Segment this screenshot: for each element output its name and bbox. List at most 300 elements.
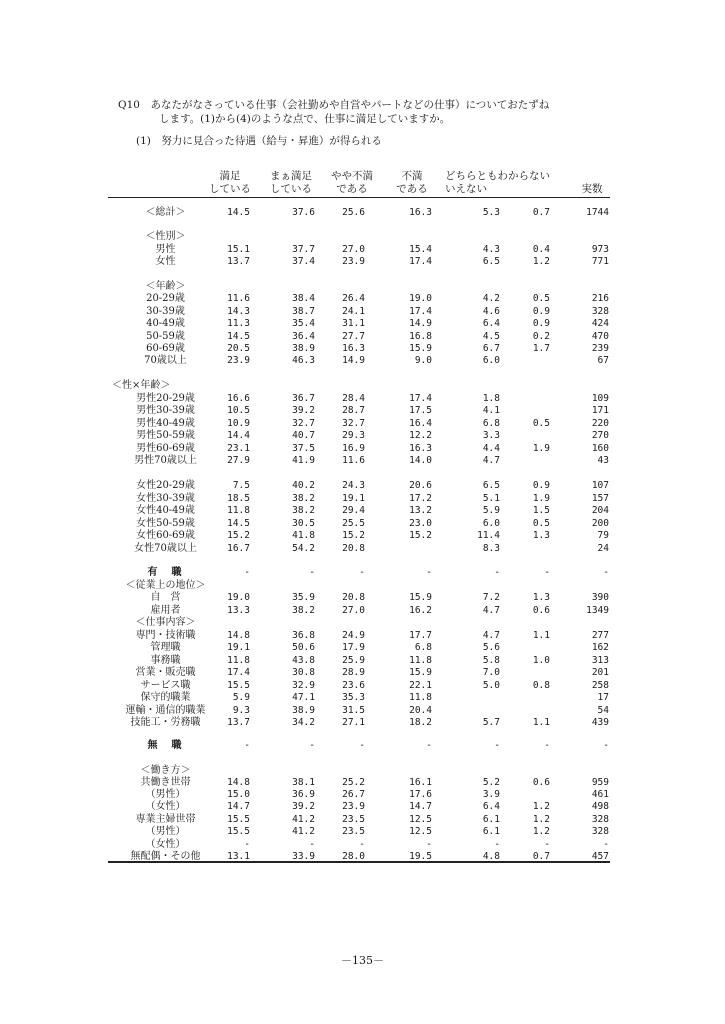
row-cell: 16.2 bbox=[409, 605, 432, 616]
table-row bbox=[0, 518, 725, 530]
header-col-somewhat-dissatisfied-line2: である bbox=[336, 183, 368, 195]
row-label: 女性20-29歳 bbox=[136, 480, 195, 491]
row-label: 女性60-69歳 bbox=[136, 530, 195, 541]
row-cell: 17.4 bbox=[409, 393, 432, 404]
row-cell: - bbox=[544, 567, 550, 578]
row-cell: 16.6 bbox=[227, 393, 250, 404]
sub-question: (1) 努力に見合った待遇（給与・昇進）が得られる bbox=[136, 135, 382, 147]
row-cell: - bbox=[244, 740, 250, 751]
row-cell: 5.1 bbox=[482, 493, 500, 504]
row-cell: - bbox=[244, 839, 250, 850]
row-cell: 35.4 bbox=[292, 318, 315, 329]
table-row bbox=[0, 765, 725, 777]
table-row bbox=[0, 826, 725, 838]
row-cell: 6.1 bbox=[482, 826, 500, 837]
row-cell: 14.8 bbox=[227, 777, 250, 788]
row-cell: 37.7 bbox=[292, 244, 315, 255]
row-cell: 15.5 bbox=[227, 680, 250, 691]
row-cell: 32.7 bbox=[292, 418, 315, 429]
table-row bbox=[0, 777, 725, 789]
row-cell: 11.8 bbox=[227, 505, 250, 516]
row-label: 40-49歳 bbox=[146, 318, 185, 329]
row-cell: 1.2 bbox=[532, 814, 550, 825]
row-cell: 162 bbox=[591, 642, 609, 653]
row-cell: 38.2 bbox=[292, 505, 315, 516]
row-cell: - bbox=[494, 740, 500, 751]
row-cell: 23.1 bbox=[227, 443, 250, 454]
row-cell: 36.9 bbox=[292, 789, 315, 800]
row-cell: 15.4 bbox=[409, 244, 432, 255]
table-row bbox=[0, 567, 725, 579]
row-cell: 0.9 bbox=[532, 318, 550, 329]
row-label: 技能工・労務職 bbox=[130, 717, 201, 728]
row-label: 男性60-69歳 bbox=[136, 443, 195, 454]
row-cell: 13.3 bbox=[227, 605, 250, 616]
row-label: （男性） bbox=[145, 789, 186, 800]
row-cell: 28.4 bbox=[342, 393, 365, 404]
row-cell: - bbox=[603, 740, 609, 751]
row-cell: 41.9 bbox=[292, 455, 315, 466]
row-cell: 7.2 bbox=[482, 592, 500, 603]
header-col-neither-unknown-line1: どちらともわからない bbox=[445, 170, 550, 182]
table-row bbox=[0, 207, 725, 219]
row-cell: 27.0 bbox=[342, 605, 365, 616]
row-cell: 16.4 bbox=[409, 418, 432, 429]
row-label: 女性40-49歳 bbox=[136, 505, 195, 516]
row-cell: 35.3 bbox=[342, 692, 365, 703]
table-row bbox=[0, 493, 725, 505]
row-label: ＜働き方＞ bbox=[140, 765, 191, 776]
table-row bbox=[0, 355, 725, 367]
row-cell: 0.9 bbox=[532, 480, 550, 491]
row-cell: - bbox=[359, 740, 365, 751]
row-cell: 41.2 bbox=[292, 826, 315, 837]
row-cell: 8.3 bbox=[482, 543, 500, 554]
row-cell: 16.1 bbox=[409, 777, 432, 788]
row-cell: 11.8 bbox=[409, 655, 432, 666]
row-cell: 25.9 bbox=[342, 655, 365, 666]
row-cell: 1349 bbox=[586, 605, 609, 616]
row-cell: 1.0 bbox=[532, 655, 550, 666]
header-col-dissatisfied bbox=[389, 170, 435, 196]
row-cell: 1.2 bbox=[532, 801, 550, 812]
row-cell: 14.5 bbox=[227, 331, 250, 342]
row-cell: 959 bbox=[591, 777, 609, 788]
header-col-neither-unknown bbox=[445, 170, 565, 196]
row-cell: 15.2 bbox=[227, 530, 250, 541]
row-cell: 4.6 bbox=[482, 306, 500, 317]
row-cell: 13.2 bbox=[409, 505, 432, 516]
row-cell: 15.9 bbox=[409, 343, 432, 354]
row-cell: 216 bbox=[591, 293, 609, 304]
row-cell: 4.5 bbox=[482, 331, 500, 342]
row-cell: 0.5 bbox=[532, 418, 550, 429]
row-cell: 6.4 bbox=[482, 318, 500, 329]
row-label: サービス職 bbox=[140, 680, 191, 691]
table-row bbox=[0, 801, 725, 813]
row-cell: 0.5 bbox=[532, 293, 550, 304]
row-cell: 11.6 bbox=[227, 293, 250, 304]
row-cell: 23.5 bbox=[342, 826, 365, 837]
row-cell: 15.5 bbox=[227, 826, 250, 837]
row-cell: 5.2 bbox=[482, 777, 500, 788]
row-cell: 38.4 bbox=[292, 293, 315, 304]
row-cell: 17.4 bbox=[409, 256, 432, 267]
table-row bbox=[0, 405, 725, 417]
header-col-neither-unknown-line2: いえない bbox=[445, 183, 487, 195]
row-cell: 0.9 bbox=[532, 306, 550, 317]
row-cell: 28.9 bbox=[342, 667, 365, 678]
row-cell: 277 bbox=[591, 630, 609, 641]
row-cell: 17.5 bbox=[409, 405, 432, 416]
row-cell: 12.2 bbox=[409, 430, 432, 441]
table-row bbox=[0, 592, 725, 604]
row-cell: 67 bbox=[597, 355, 609, 366]
row-cell: 107 bbox=[591, 480, 609, 491]
table-row bbox=[0, 418, 725, 430]
row-cell: - bbox=[544, 839, 550, 850]
row-cell: 15.0 bbox=[227, 789, 250, 800]
row-cell: 15.2 bbox=[342, 530, 365, 541]
row-cell: 1.2 bbox=[532, 826, 550, 837]
row-cell: 27.9 bbox=[227, 455, 250, 466]
row-label: 50-59歳 bbox=[146, 331, 185, 342]
row-label: 共働き世帯 bbox=[140, 777, 191, 788]
row-cell: - bbox=[494, 567, 500, 578]
row-cell: 54.2 bbox=[292, 543, 315, 554]
row-cell: 204 bbox=[591, 505, 609, 516]
row-cell: 457 bbox=[591, 851, 609, 862]
row-cell: 5.9 bbox=[482, 505, 500, 516]
table-row bbox=[0, 580, 725, 592]
row-cell: 30.8 bbox=[292, 667, 315, 678]
row-cell: 38.9 bbox=[292, 705, 315, 716]
row-cell: 6.7 bbox=[482, 343, 500, 354]
row-cell: 19.1 bbox=[227, 642, 250, 653]
row-cell: 5.0 bbox=[482, 680, 500, 691]
row-cell: 5.3 bbox=[482, 207, 500, 218]
table-row bbox=[0, 692, 725, 704]
row-cell: 1.8 bbox=[482, 393, 500, 404]
header-rule bbox=[108, 197, 610, 198]
row-cell: 470 bbox=[591, 331, 609, 342]
row-label: 男性70歳以上 bbox=[134, 455, 197, 466]
row-cell: 270 bbox=[591, 430, 609, 441]
row-cell: 41.2 bbox=[292, 814, 315, 825]
row-cell: - bbox=[426, 740, 432, 751]
row-cell: 1.3 bbox=[532, 592, 550, 603]
row-cell: 34.2 bbox=[292, 717, 315, 728]
table-row bbox=[0, 244, 725, 256]
row-cell: 6.0 bbox=[482, 355, 500, 366]
row-cell: 38.1 bbox=[292, 777, 315, 788]
row-cell: 0.2 bbox=[532, 331, 550, 342]
row-cell: 7.0 bbox=[482, 667, 500, 678]
row-cell: 40.7 bbox=[292, 430, 315, 441]
header-col-satisfied bbox=[205, 170, 255, 196]
row-label: 保守的職業 bbox=[140, 692, 191, 703]
row-cell: 14.5 bbox=[227, 207, 250, 218]
question-text bbox=[118, 98, 638, 126]
row-cell: 17.6 bbox=[409, 789, 432, 800]
row-label: ＜総計＞ bbox=[145, 207, 186, 218]
row-label: （男性） bbox=[145, 826, 186, 837]
table-row bbox=[0, 293, 725, 305]
row-cell: 0.5 bbox=[532, 518, 550, 529]
header-col-somewhat-dissatisfied-line1: やや不満 bbox=[331, 170, 373, 182]
row-cell: 0.7 bbox=[532, 851, 550, 862]
page-number: －135－ bbox=[341, 954, 384, 967]
row-cell: 14.7 bbox=[409, 801, 432, 812]
table-row bbox=[0, 789, 725, 801]
table-row bbox=[0, 642, 725, 654]
row-label: 70歳以上 bbox=[144, 355, 187, 366]
table-row bbox=[0, 281, 725, 293]
row-cell: 4.7 bbox=[482, 455, 500, 466]
row-cell: 1.9 bbox=[532, 493, 550, 504]
row-cell: 10.9 bbox=[227, 418, 250, 429]
row-cell: 24.3 bbox=[342, 480, 365, 491]
row-cell: 28.7 bbox=[342, 405, 365, 416]
row-cell: 17.9 bbox=[342, 642, 365, 653]
row-label: 60-69歳 bbox=[146, 343, 185, 354]
row-label: ＜性×年齢＞ bbox=[112, 380, 171, 391]
row-label: 男性30-39歳 bbox=[136, 405, 195, 416]
table-row bbox=[0, 343, 725, 355]
row-cell: 19.5 bbox=[409, 851, 432, 862]
row-cell: 4.8 bbox=[482, 851, 500, 862]
header-col-somewhat-satisfied-line1: まぁ満足 bbox=[270, 170, 312, 182]
row-cell: 38.2 bbox=[292, 493, 315, 504]
row-cell: 1.1 bbox=[532, 630, 550, 641]
row-label: 雇用者 bbox=[150, 605, 181, 616]
row-label: 事務職 bbox=[150, 655, 181, 666]
row-cell: 43 bbox=[597, 455, 609, 466]
row-cell: 36.4 bbox=[292, 331, 315, 342]
row-cell: 27.7 bbox=[342, 331, 365, 342]
row-label: 女性70歳以上 bbox=[134, 543, 197, 554]
row-label: 30-39歳 bbox=[146, 306, 185, 317]
row-cell: 33.9 bbox=[292, 851, 315, 862]
row-cell: - bbox=[494, 839, 500, 850]
row-cell: 27.1 bbox=[342, 717, 365, 728]
row-cell: 19.1 bbox=[342, 493, 365, 504]
header-col-dissatisfied-line1: 不満 bbox=[401, 170, 423, 182]
row-cell: 1.3 bbox=[532, 530, 550, 541]
row-cell: 16.7 bbox=[227, 543, 250, 554]
row-cell: 16.9 bbox=[342, 443, 365, 454]
row-cell: 30.5 bbox=[292, 518, 315, 529]
row-cell: 24 bbox=[597, 543, 609, 554]
row-label: 自 営 bbox=[150, 592, 181, 603]
row-cell: 1.7 bbox=[532, 343, 550, 354]
header-col-satisfied-line2: している bbox=[209, 183, 251, 195]
header-col-somewhat-satisfied bbox=[263, 170, 319, 196]
row-cell: 771 bbox=[591, 256, 609, 267]
row-cell: 6.5 bbox=[482, 480, 500, 491]
row-cell: 15.2 bbox=[409, 530, 432, 541]
row-cell: - bbox=[309, 740, 315, 751]
row-cell: 14.0 bbox=[409, 455, 432, 466]
row-cell: 11.4 bbox=[477, 530, 500, 541]
row-cell: 6.4 bbox=[482, 801, 500, 812]
row-cell: 20.6 bbox=[409, 480, 432, 491]
row-label: 女性 bbox=[155, 256, 176, 267]
row-cell: 7.5 bbox=[232, 480, 250, 491]
row-cell: 39.2 bbox=[292, 801, 315, 812]
row-cell: 6.8 bbox=[414, 642, 432, 653]
row-cell: 18.5 bbox=[227, 493, 250, 504]
row-cell: 14.8 bbox=[227, 630, 250, 641]
table-row bbox=[0, 680, 725, 692]
row-cell: 23.9 bbox=[342, 256, 365, 267]
row-cell: 46.3 bbox=[292, 355, 315, 366]
row-cell: 461 bbox=[591, 789, 609, 800]
row-cell: 220 bbox=[591, 418, 609, 429]
row-cell: 37.6 bbox=[292, 207, 315, 218]
row-cell: - bbox=[544, 740, 550, 751]
row-cell: 19.0 bbox=[227, 592, 250, 603]
row-label: 女性50-59歳 bbox=[136, 518, 195, 529]
row-cell: 18.2 bbox=[409, 717, 432, 728]
row-cell: 9.0 bbox=[414, 355, 432, 366]
row-cell: 4.3 bbox=[482, 244, 500, 255]
row-cell: 1.9 bbox=[532, 443, 550, 454]
row-cell: 16.3 bbox=[409, 443, 432, 454]
row-label: 管理職 bbox=[150, 642, 181, 653]
row-cell: 11.8 bbox=[409, 692, 432, 703]
row-cell: 3.9 bbox=[482, 789, 500, 800]
row-cell: 41.8 bbox=[292, 530, 315, 541]
row-cell: 50.6 bbox=[292, 642, 315, 653]
row-cell: 11.6 bbox=[342, 455, 365, 466]
row-cell: 14.9 bbox=[409, 318, 432, 329]
row-cell: 17.4 bbox=[227, 667, 250, 678]
row-cell: 439 bbox=[591, 717, 609, 728]
row-label: 男性 bbox=[155, 244, 176, 255]
table-row bbox=[0, 605, 725, 617]
row-cell: - bbox=[359, 567, 365, 578]
row-cell: 5.7 bbox=[482, 717, 500, 728]
row-cell: 14.4 bbox=[227, 430, 250, 441]
row-cell: 23.5 bbox=[342, 814, 365, 825]
row-cell: 14.9 bbox=[342, 355, 365, 366]
row-cell: 0.7 bbox=[532, 207, 550, 218]
row-cell: - bbox=[309, 567, 315, 578]
row-cell: 22.1 bbox=[409, 680, 432, 691]
row-cell: 14.7 bbox=[227, 801, 250, 812]
table-row bbox=[0, 839, 725, 851]
row-cell: 23.0 bbox=[409, 518, 432, 529]
row-cell: 328 bbox=[591, 306, 609, 317]
row-cell: 36.7 bbox=[292, 393, 315, 404]
row-cell: 38.7 bbox=[292, 306, 315, 317]
row-cell: 157 bbox=[591, 493, 609, 504]
row-cell: 424 bbox=[591, 318, 609, 329]
row-cell: 109 bbox=[591, 393, 609, 404]
row-cell: 6.5 bbox=[482, 256, 500, 267]
row-cell: 17 bbox=[597, 692, 609, 703]
row-cell: 23.9 bbox=[342, 801, 365, 812]
row-cell: 4.2 bbox=[482, 293, 500, 304]
header-col-satisfied-line1: 満足 bbox=[219, 170, 241, 182]
row-cell: 13.7 bbox=[227, 717, 250, 728]
row-cell: - bbox=[359, 839, 365, 850]
row-cell: 13.1 bbox=[227, 851, 250, 862]
row-cell: 9.3 bbox=[232, 705, 250, 716]
row-cell: 390 bbox=[591, 592, 609, 603]
row-cell: 39.2 bbox=[292, 405, 315, 416]
row-cell: 38.9 bbox=[292, 343, 315, 354]
header-col-somewhat-satisfied-line2: している bbox=[270, 183, 312, 195]
row-cell: - bbox=[426, 839, 432, 850]
row-cell: 1744 bbox=[586, 207, 609, 218]
row-cell: 160 bbox=[591, 443, 609, 454]
row-cell: 313 bbox=[591, 655, 609, 666]
row-cell: - bbox=[309, 839, 315, 850]
row-cell: - bbox=[603, 839, 609, 850]
table-row bbox=[0, 430, 725, 442]
row-cell: 43.8 bbox=[292, 655, 315, 666]
row-label: 無 職 bbox=[147, 740, 184, 751]
row-cell: 47.1 bbox=[292, 692, 315, 703]
row-cell: 79 bbox=[597, 530, 609, 541]
row-cell: 54 bbox=[597, 705, 609, 716]
row-cell: 0.6 bbox=[532, 777, 550, 788]
row-cell: 258 bbox=[591, 680, 609, 691]
row-cell: - bbox=[603, 567, 609, 578]
table-row bbox=[0, 814, 725, 826]
header-col-dissatisfied-line2: である bbox=[396, 183, 428, 195]
row-cell: 16.8 bbox=[409, 331, 432, 342]
row-cell: 0.4 bbox=[532, 244, 550, 255]
row-cell: 35.9 bbox=[292, 592, 315, 603]
table-row bbox=[0, 530, 725, 542]
row-cell: 24.1 bbox=[342, 306, 365, 317]
row-cell: 0.8 bbox=[532, 680, 550, 691]
row-cell: 32.7 bbox=[342, 418, 365, 429]
row-cell: 1.5 bbox=[532, 505, 550, 516]
row-cell: 171 bbox=[591, 405, 609, 416]
row-cell: 15.9 bbox=[409, 592, 432, 603]
table-row bbox=[0, 380, 725, 392]
row-cell: 36.8 bbox=[292, 630, 315, 641]
row-cell: 17.7 bbox=[409, 630, 432, 641]
row-cell: 15.1 bbox=[227, 244, 250, 255]
question-line-2: します。(1)から(4)のような点で、仕事に満足していますか。 bbox=[159, 113, 451, 125]
row-cell: 40.2 bbox=[292, 480, 315, 491]
row-cell: 11.8 bbox=[227, 655, 250, 666]
table-row bbox=[0, 331, 725, 343]
row-cell: 16.3 bbox=[409, 207, 432, 218]
row-cell: - bbox=[426, 567, 432, 578]
row-cell: 26.4 bbox=[342, 293, 365, 304]
row-label: 男性40-49歳 bbox=[136, 418, 195, 429]
row-cell: 11.3 bbox=[227, 318, 250, 329]
row-cell: 26.7 bbox=[342, 789, 365, 800]
table-row bbox=[0, 480, 725, 492]
row-cell: 15.5 bbox=[227, 814, 250, 825]
row-label: 運輸・通信的職業 bbox=[125, 705, 206, 716]
row-label: 有 職 bbox=[147, 567, 184, 578]
header-col-somewhat-dissatisfied bbox=[325, 170, 379, 196]
row-cell: 17.2 bbox=[409, 493, 432, 504]
row-cell: 239 bbox=[591, 343, 609, 354]
row-cell: 25.5 bbox=[342, 518, 365, 529]
row-label: 男性20-29歳 bbox=[136, 393, 195, 404]
table-row bbox=[0, 306, 725, 318]
row-cell: 29.4 bbox=[342, 505, 365, 516]
